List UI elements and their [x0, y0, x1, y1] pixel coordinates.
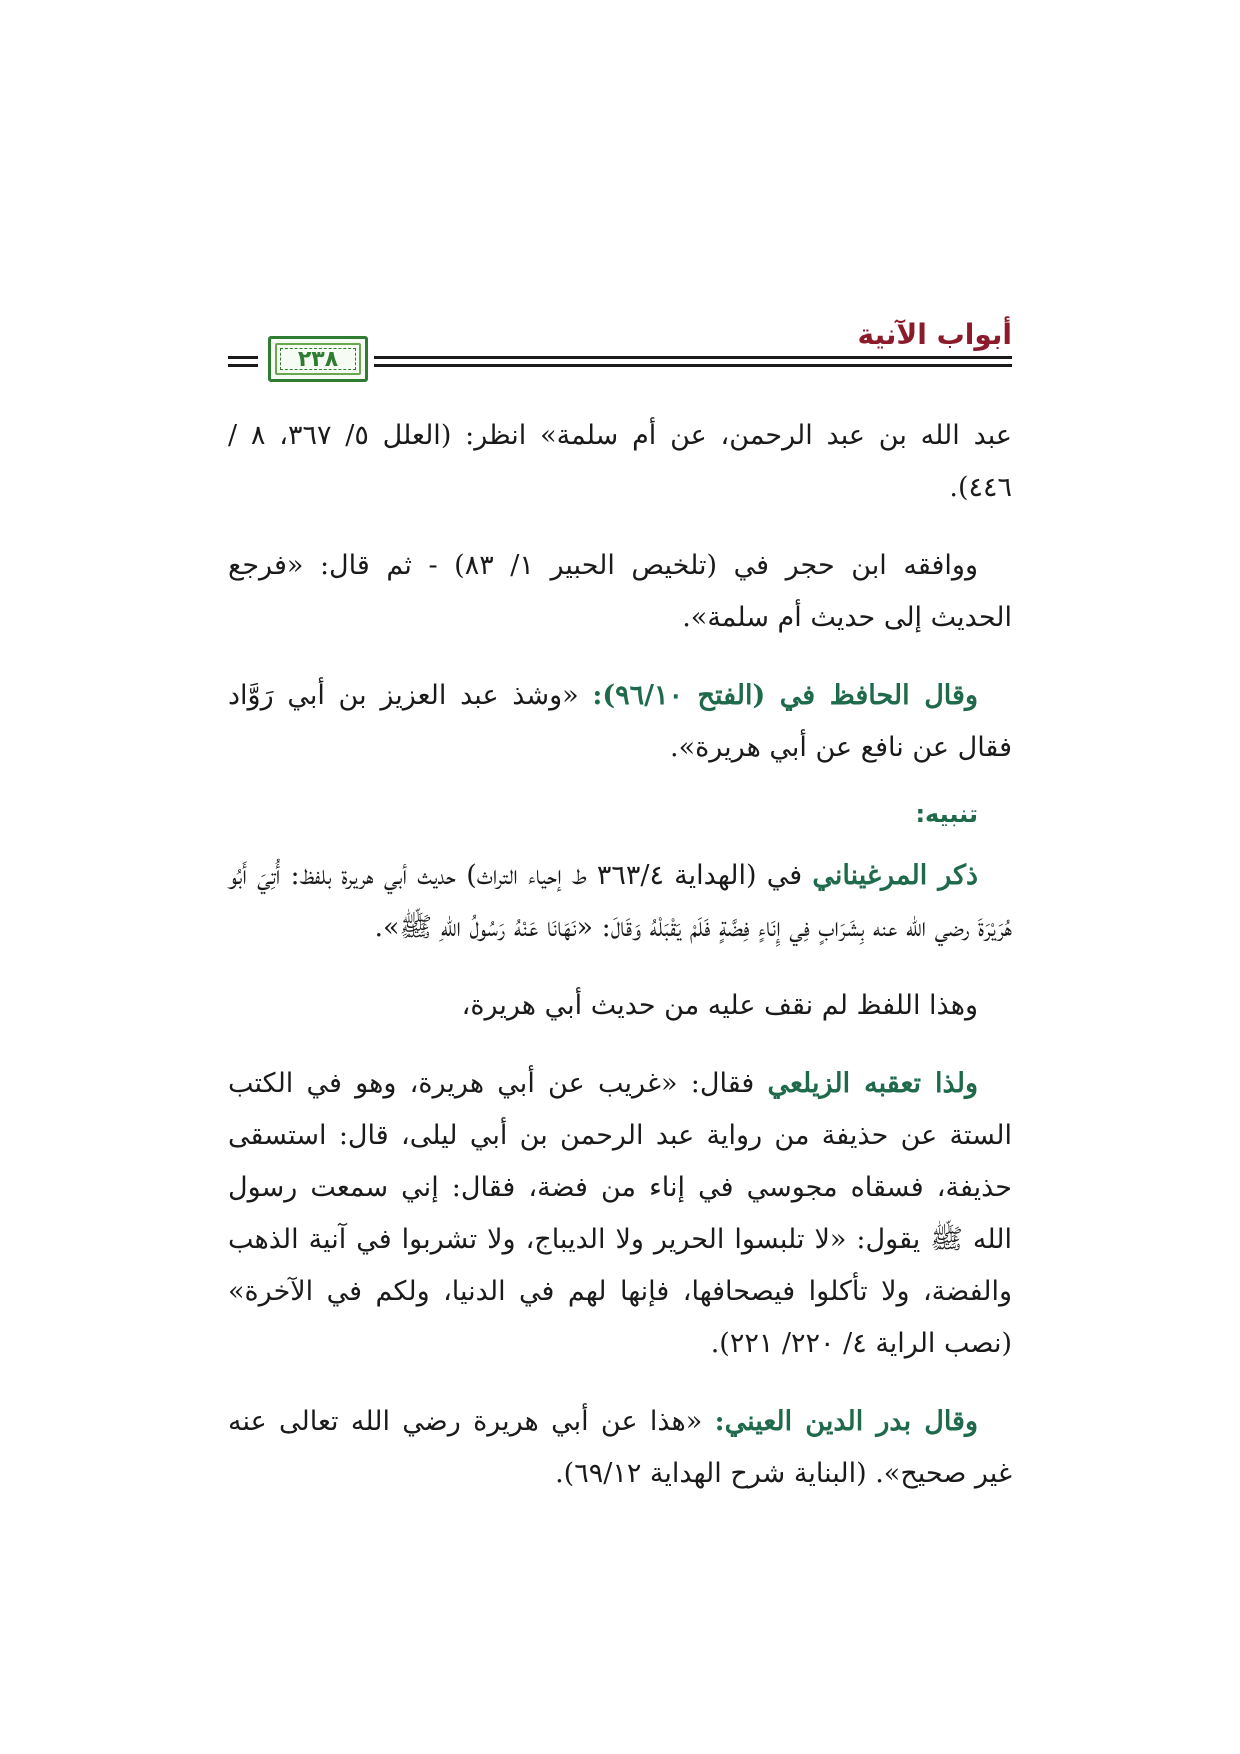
paragraph-lead: ذكر المرغيناني [812, 860, 979, 891]
paragraph-lead: وقال بدر الدين العيني: [714, 1406, 979, 1437]
paragraph-text: عبد الله بن عبد الرحمن، عن أم سلمة» انظر: (العلل ٥/ ٣٦٧، ٨ / ٤٤٦). [228, 420, 1013, 503]
page-body [228, 410, 1012, 1526]
paragraph [228, 1058, 1012, 1370]
page-number: ٢٣٨ [297, 346, 339, 372]
paragraph [228, 1396, 1012, 1500]
header-rule [228, 364, 258, 367]
header-rule [228, 356, 258, 359]
note-heading: تنبيه: [915, 800, 978, 828]
paragraph [228, 670, 1012, 774]
paragraph [228, 540, 1012, 644]
paragraph-text: وهذا اللفظ لم نقف عليه من حديث أبي هريرة، [461, 990, 978, 1021]
paragraph [228, 980, 1012, 1032]
chapter-title: أبواب الآنية [857, 318, 1012, 351]
paragraph [228, 410, 1012, 514]
header-rule [374, 364, 1012, 367]
page-header [228, 318, 1012, 378]
paragraph-text: «وشذ عبد العزيز بن أبي رَوَّاد فقال عن نافع عن أبي هريرة». [228, 680, 1012, 763]
paragraph [228, 850, 1012, 954]
paragraph-text: «هذا عن أبي هريرة رضي الله تعالى عنه غير صحيح». (البناية شرح الهداية ٦٩/١٢). [228, 1406, 1012, 1489]
paragraph-text: ووافقه ابن حجر في (تلخيص الحبير ١/ ٨٣) - ثم قال: «فرجع الحديث إلى حديث أم سلمة». [228, 550, 1012, 633]
paragraph-lead: وقال الحافظ في (الفتح ٩٦/١٠): [592, 680, 978, 711]
paragraph-text: في (الهداية ٣٦٣/٤ ط إحياء التراث) حديث أبي هريرة بلفظ: أُتِيَ أَبُو هُرَيْرَةَ رضي الله عنه بِشَرَابٍ فِي إِنَاءٍ فِضَّةٍ فَلَمْ يَقْبَلْهُ وَقَالَ: «نَهَانَا عَنْهُ رَسُولُ اللهِ ﷺ». [228, 860, 1012, 943]
paragraph-lead: ولذا تعقبه الزيلعي [767, 1068, 978, 1099]
header-rule [374, 356, 1012, 359]
paragraph-text: فقال: «غريب عن أبي هريرة، وهو في الكتب الستة عن حذيفة من رواية عبد الرحمن بن أبي ليلى، قال: استسقى حذيفة، فسقاه مجوسي في إناء من فضة، فقال: إني سمعت رسول الله ﷺ يقول: «لا تلبسوا الحرير ولا الديباج، ولا تشربوا في آنية الذهب والفضة، ولا تأكلوا فيصحافها، فإنها لهم في الدنيا، ولكم في الآخرة» (نصب الراية ٤/ ٢٢٠/ ٢٢١). [228, 1068, 1012, 1359]
page-number-badge [268, 336, 368, 382]
